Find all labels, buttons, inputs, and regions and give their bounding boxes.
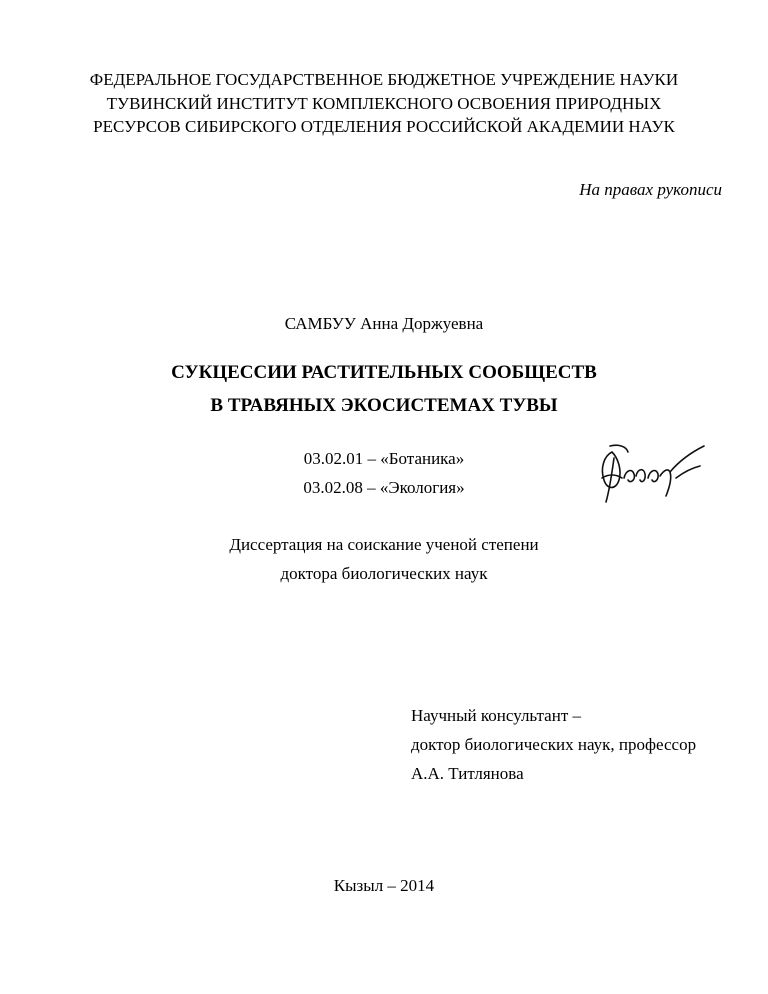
specialty-botany: 03.02.01 – «Ботаника»: [303, 449, 465, 468]
dissertation-degree-line-2: доктора биологических наук: [280, 564, 488, 583]
consultant-degree: доктор биологических наук, профессор: [411, 735, 697, 754]
manuscript-rights-note: На правах рукописи: [579, 180, 722, 199]
institution-header: [0, 68, 768, 139]
author-name: САМБУУ Анна Доржуевна: [284, 314, 484, 333]
dissertation-title-line-2: В ТРАВЯНЫХ ЭКОСИСТЕМАХ ТУВЫ: [210, 395, 558, 416]
institution-line-2: ТУВИНСКИЙ ИНСТИТУТ КОМПЛЕКСНОГО ОСВОЕНИЯ ПРИРОДНЫХ: [106, 93, 662, 113]
dissertation-degree-line-1: Диссертация на соискание ученой степени: [229, 535, 539, 554]
city-year-footer: Кызыл – 2014: [333, 876, 435, 895]
signature-icon: [592, 438, 710, 508]
institution-line-3: РЕСУРСОВ СИБИРСКОГО ОТДЕЛЕНИЯ РОССИЙСКОЙ АКАДЕМИИ НАУК: [93, 117, 675, 136]
consultant-name: А.А. Титлянова: [411, 764, 524, 783]
institution-line-1: ФЕДЕРАЛЬНОЕ ГОСУДАРСТВЕННОЕ БЮДЖЕТНОЕ УЧРЕЖДЕНИЕ НАУКИ: [89, 70, 679, 89]
dissertation-title-line-1: СУКЦЕССИИ РАСТИТЕЛЬНЫХ СООБЩЕСТВ: [171, 362, 597, 383]
consultant-role: Научный консультант –: [411, 706, 581, 725]
specialty-ecology: 03.02.08 – «Экология»: [303, 478, 465, 497]
